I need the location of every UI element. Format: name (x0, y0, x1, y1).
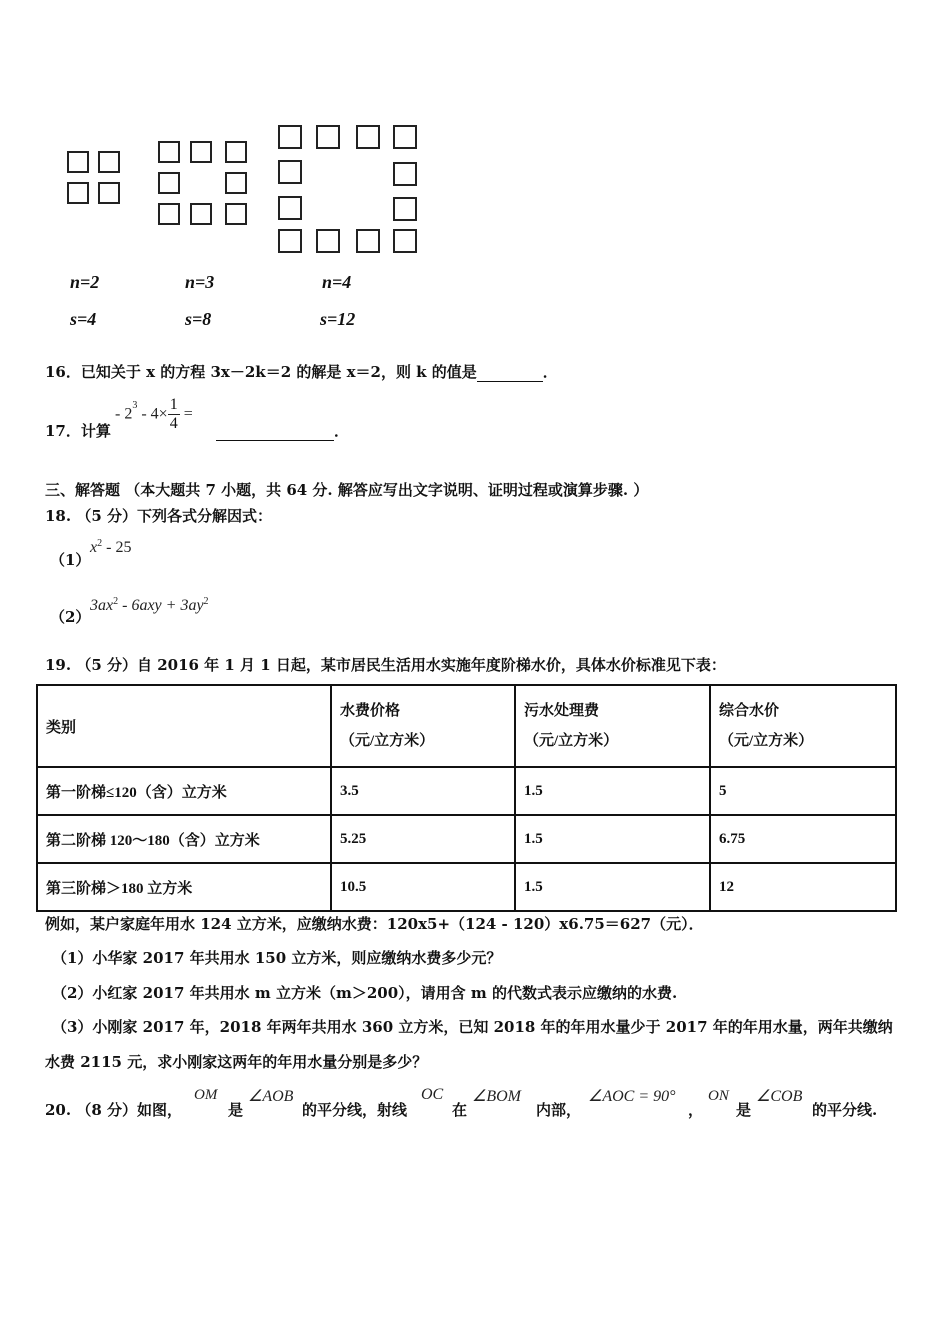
square (67, 151, 89, 173)
q18-part1-label: （1） (50, 551, 91, 569)
table-cell: 第一阶梯≤120（含）立方米 (37, 767, 331, 815)
table-cell: 5 (710, 767, 896, 815)
table-header-water-fee: 水费价格 （元/立方米） (331, 685, 515, 767)
question-16 (45, 361, 558, 382)
q20-aoc: ∠AOC = 90° (588, 1088, 676, 1105)
q19-sub1: （1）小华家 2017 年共用水 150 立方米，则应缴纳水费多少元？ (52, 949, 502, 967)
q19-sub2: （2）小红家 2017 年共用水 m 立方米（m＞200），请用含 m 的代数式表示应缴纳的水费. (52, 984, 678, 1002)
water-price-table (36, 684, 897, 912)
q19-stem: 19. （5 分）自 2016 年 1 月 1 日起，某市居民生活用水实施年度阶梯水价，具体水价标准见下表： (45, 656, 726, 674)
q17-frac-den: 4 (169, 415, 178, 432)
square (393, 229, 417, 253)
q20-number: 20. （8 分）如图， (45, 1101, 182, 1119)
table-header-sewage-fee: 污水处理费 （元/立方米） (515, 685, 710, 767)
table-header-row (37, 685, 896, 767)
square (278, 160, 302, 184)
q20-aob: ∠AOB (248, 1088, 294, 1105)
n-label-2: n=2 (70, 272, 100, 292)
table-header-category: 类别 (37, 685, 331, 767)
s-label-12: s=12 (320, 309, 356, 329)
q17-tail: ． (334, 422, 350, 440)
section-3-title: 三、解答题 （本大题共 7 小题，共 64 分. 解答应写出文字说明、证明过程或演算步骤. ） (45, 481, 649, 499)
table-cell: 3.5 (331, 767, 515, 815)
q18-stem: 18. （5 分）下列各式分解因式： (45, 507, 272, 525)
square (278, 229, 302, 253)
square (225, 203, 247, 225)
q17-frac-num: 1 (169, 396, 178, 413)
q20-comma: ， (688, 1101, 704, 1119)
q20-bom: ∠BOM (472, 1088, 521, 1105)
square (278, 196, 302, 220)
s-label-4: s=4 (70, 309, 97, 329)
square (225, 172, 247, 194)
q16-tail: ． (542, 363, 558, 381)
square (225, 141, 247, 163)
table-cell: 1.5 (515, 767, 710, 815)
square (316, 125, 340, 149)
q20-bisector1: 的平分线，射线 (302, 1101, 408, 1119)
table-row (37, 863, 896, 911)
q18-p2-b: - 6axy + 3ay (118, 597, 204, 614)
q16-answer-blank (477, 363, 543, 382)
q18-part1-expr (90, 538, 131, 557)
q17-answer (216, 420, 349, 441)
square (316, 229, 340, 253)
q16-number: 16． (45, 363, 81, 381)
table-cell: 第三阶梯＞180 立方米 (37, 863, 331, 911)
square (158, 203, 180, 225)
q17-answer-blank (216, 422, 334, 441)
q17-expr-eq: = (179, 405, 193, 423)
square (67, 182, 89, 204)
q17-label: 17．计算 (45, 422, 111, 440)
q18-p2-b-exp: 2 (203, 596, 209, 607)
table-header-combined-price: 综合水价 （元/立方米） (710, 685, 896, 767)
square (158, 141, 180, 163)
q20-in: 在 (452, 1101, 468, 1119)
q20-bisector2: 的平分线. (812, 1101, 878, 1119)
n-label-4: n=4 (322, 272, 352, 292)
q18-p2-a: 3ax (90, 597, 114, 614)
table-cell: 6.75 (710, 815, 896, 863)
q20-om: OM (194, 1087, 218, 1103)
q17-expression (115, 396, 193, 442)
q18-p1-exp: 2 (97, 538, 103, 549)
square (356, 229, 380, 253)
n-label-3: n=3 (185, 272, 215, 292)
table-row (37, 815, 896, 863)
table-cell: 12 (710, 863, 896, 911)
square (98, 151, 120, 173)
q17-expr-exp: 3 (132, 400, 138, 411)
square (393, 125, 417, 149)
q20-cob: ∠COB (756, 1088, 803, 1105)
square (278, 125, 302, 149)
q16-text: 已知关于 x 的方程 3x－2k＝2 的解是 x＝2，则 k 的值是 (80, 363, 477, 381)
q18-p1-x: x (90, 539, 98, 556)
table-cell: 第二阶梯 120～180（含）立方米 (37, 815, 331, 863)
q19-sub3-line2: 水费 2115 元，求小刚家这两年的年用水量分别是多少？ (45, 1053, 428, 1071)
square (190, 203, 212, 225)
table-cell: 5.25 (331, 815, 515, 863)
table-row (37, 767, 896, 815)
table-cell: 1.5 (515, 863, 710, 911)
q17-expr-mid: - 4× (137, 405, 168, 423)
square (190, 141, 212, 163)
q18-part2-expr (90, 596, 209, 615)
q20-is2: 是 (736, 1101, 752, 1119)
square (98, 182, 120, 204)
q20-is1: 是 (228, 1101, 244, 1119)
s-label-8: s=8 (185, 309, 212, 329)
square (393, 197, 417, 221)
q19-example: 例如，某户家庭年用水 124 立方米，应缴纳水费：120x5+（124 - 120）x6.75＝627（元）． (45, 915, 704, 933)
table-cell: 10.5 (331, 863, 515, 911)
square (158, 172, 180, 194)
q17-expr-pre: - 2 (115, 405, 133, 423)
square (356, 125, 380, 149)
q17-fraction (168, 396, 180, 433)
q18-part2-label: （2） (50, 608, 91, 626)
q20-inside: 内部， (536, 1101, 582, 1119)
q18-p1-rest: - 25 (102, 539, 132, 556)
q19-sub3-line1: （3）小刚家 2017 年，2018 年两年共用水 360 立方米，已知 2018 年的年用水量少于 2017 年的年用水量，两年共缴纳 (52, 1018, 893, 1036)
q20-oc: OC (421, 1086, 444, 1103)
q18-p2-a-exp: 2 (113, 596, 119, 607)
table-cell: 1.5 (515, 815, 710, 863)
square (393, 162, 417, 186)
q20-on: ON (708, 1088, 729, 1104)
